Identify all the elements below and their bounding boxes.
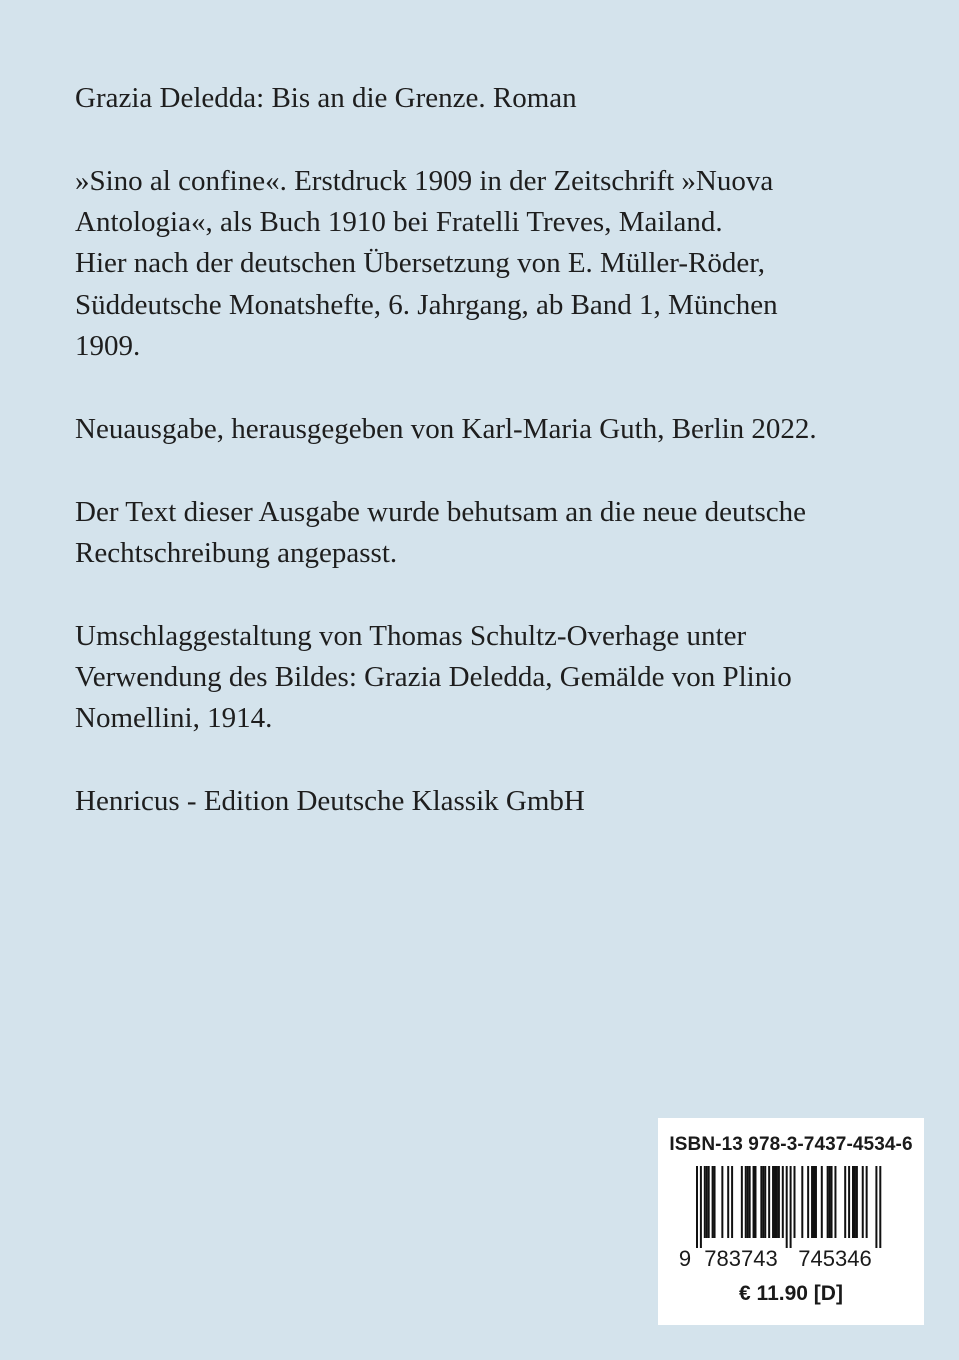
barcode-bar [741,1166,743,1238]
barcode-bar [801,1166,803,1238]
publisher-line: Henricus - Edition Deutsche Klassik GmbH [75,785,585,818]
barcode-guard-bar [700,1166,702,1248]
barcode-bar [815,1166,817,1238]
barcode-bar [829,1166,831,1238]
barcode-bar [831,1166,833,1238]
book-title-line [75,78,875,119]
price-label: € 11.90 [D] [739,1282,843,1305]
barcode-guard-bar [879,1166,881,1248]
barcode-bar [768,1166,770,1238]
barcode-bar [749,1166,751,1238]
spelling-line: Rechtschreibung angepasst. [75,536,398,569]
barcode-bar [731,1166,733,1238]
barcode-bar [821,1166,823,1238]
barcode-bar [844,1166,846,1238]
spelling-paragraph [75,492,875,575]
barcode-bar [706,1166,708,1238]
barcode-bar [776,1166,778,1238]
cover-design-line: Umschlaggestaltung von Thomas Schultz-Overhage unter [75,619,747,652]
colophon-text [75,78,875,864]
barcode-bar [854,1166,856,1238]
barcode-bar [774,1166,776,1238]
barcode-guard-bar [786,1166,788,1248]
barcode-bar [760,1166,762,1238]
barcode-bar [794,1166,796,1238]
barcode-guard-bar [696,1166,698,1248]
ean-right-digits: 745346 [798,1246,872,1271]
source-line: Hier nach der deutschen Übersetzung von E. Müller-Röder, [75,247,765,280]
isbn-barcode-box [658,1118,924,1325]
barcode-bar [708,1166,710,1238]
barcode-bar [848,1166,850,1238]
source-line: Antologia«, als Buch 1910 bei Fratelli Treves, Mailand. [75,206,723,239]
barcode-bar [764,1166,766,1238]
ean13-barcode [658,1166,924,1272]
barcode-bar [762,1166,764,1238]
barcode-bars [696,1166,881,1248]
barcode-guard-bar [875,1166,877,1248]
isbn-label: ISBN-13 978-3-7437-4534-6 [669,1134,913,1155]
barcode-bar [852,1166,854,1238]
barcode-bar [753,1166,755,1238]
barcode-bar [827,1166,829,1238]
barcode-bar [778,1166,780,1238]
barcode-bar [745,1166,747,1238]
ean-left-digits: 783743 [704,1246,778,1271]
publisher-paragraph [75,781,875,822]
barcode-bar [772,1166,774,1238]
barcode-bar [813,1166,815,1238]
barcode-bar [704,1166,706,1238]
barcode-bar [714,1166,716,1238]
barcode-bar [862,1166,864,1238]
edition-paragraph [75,409,875,450]
barcode-guard-bar [790,1166,792,1248]
source-paragraph [75,161,875,367]
edition-line: Neuausgabe, herausgegeben von Karl-Maria Guth, Berlin 2022. [75,412,817,445]
barcode-bar [866,1166,868,1238]
barcode-bar [727,1166,729,1238]
cover-design-paragraph [75,616,875,740]
source-line: »Sino al confine«. Erstdruck 1909 in der Zeitschrift »Nuova [75,164,774,197]
barcode-bar [712,1166,714,1238]
title-text: Grazia Deledda: Bis an die Grenze. Roman [75,82,577,114]
barcode-bar [755,1166,757,1238]
spelling-line: Der Text dieser Ausgabe wurde behutsam an die neue deutsche [75,495,807,528]
barcode-bar [811,1166,813,1238]
barcode-bar [747,1166,749,1238]
source-line: Süddeutsche Monatshefte, 6. Jahrgang, ab Band 1, München [75,288,778,321]
source-line: 1909. [75,329,141,362]
ean-first-digit: 9 [678,1246,692,1271]
cover-design-line: Nomellini, 1914. [75,702,273,735]
barcode-bar [782,1166,784,1238]
cover-design-line: Verwendung des Bildes: Grazia Deledda, Gemälde von Plinio [75,660,792,693]
barcode-bar [807,1166,809,1238]
barcode-bar [856,1166,858,1238]
barcode-bar [834,1166,836,1238]
barcode-bar [721,1166,723,1238]
